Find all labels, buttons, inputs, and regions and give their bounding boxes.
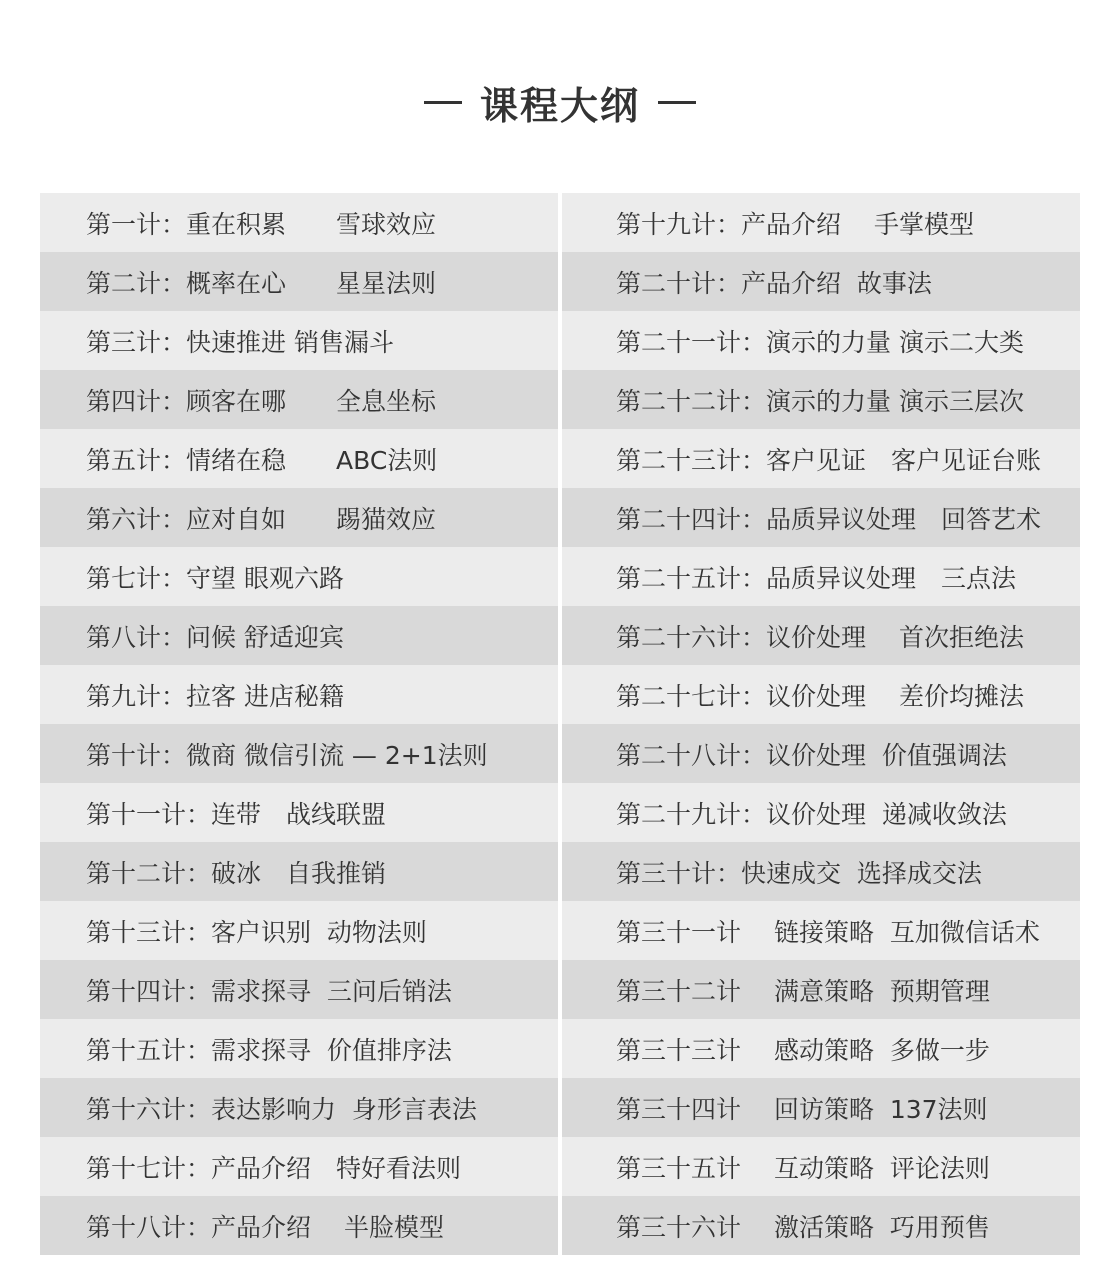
outline-item-text: 第三十三计 感动策略 多做一步 <box>616 1035 990 1065</box>
outline-item-text: 第二计：概率在心 星星法则 <box>86 268 437 298</box>
outline-row <box>562 547 1080 606</box>
outline-item-text: 第十五计：需求探寻 价值排序法 <box>86 1035 452 1065</box>
outline-item-text: 第十计：微商 微信引流 — 2+1法则 <box>86 740 488 770</box>
outline-item-text: 第十九计：产品介绍 手掌模型 <box>616 209 974 239</box>
outline-item-text: 第十一计：连带 战线联盟 <box>86 799 387 829</box>
outline-item-text: 第三十二计 满意策略 预期管理 <box>616 976 990 1006</box>
outline-row <box>40 606 558 665</box>
outline-item-text: 第二十四计：品质异议处理 回答艺术 <box>616 504 1042 534</box>
outline-row <box>40 429 558 488</box>
title-right-dash <box>658 101 696 104</box>
outline-item-text: 第三十六计 激活策略 巧用预售 <box>616 1212 990 1242</box>
outline-item-text: 第六计：应对自如 踢猫效应 <box>86 504 437 534</box>
page-title: 课程大纲 <box>479 83 640 128</box>
outline-row <box>40 252 558 311</box>
outline-item-text: 第九计：拉客 进店秘籍 <box>86 681 344 711</box>
outline-row <box>40 193 558 252</box>
page-header <box>0 72 1120 132</box>
outline-item-text: 第三十计：快速成交 选择成交法 <box>616 858 982 888</box>
outline-row <box>40 1196 558 1255</box>
outline-row <box>40 1137 558 1196</box>
outline-row <box>40 311 558 370</box>
outline-item-text: 第十三计：客户识别 动物法则 <box>86 917 427 947</box>
outline-row <box>562 783 1080 842</box>
outline-row <box>562 724 1080 783</box>
outline-row <box>40 488 558 547</box>
outline-item-text: 第二十一计：演示的力量 演示二大类 <box>616 327 1024 357</box>
outline-row <box>562 429 1080 488</box>
outline-row <box>562 665 1080 724</box>
outline-item-text: 第十四计：需求探寻 三问后销法 <box>86 976 452 1006</box>
outline-row <box>562 1078 1080 1137</box>
outline-row <box>40 1019 558 1078</box>
outline-item-text: 第四计：顾客在哪 全息坐标 <box>86 386 437 416</box>
outline-item-text: 第三十四计 回访策略 137法则 <box>616 1094 988 1124</box>
outline-item-text: 第十七计：产品介绍 特好看法则 <box>86 1153 462 1183</box>
outline-row <box>40 665 558 724</box>
outline-item-text: 第二十二计：演示的力量 演示三层次 <box>616 386 1024 416</box>
outline-row <box>562 901 1080 960</box>
outline-row <box>40 842 558 901</box>
outline-row <box>40 901 558 960</box>
outline-row <box>562 193 1080 252</box>
outline-item-text: 第十二计：破冰 自我推销 <box>86 858 387 888</box>
outline-row <box>562 1196 1080 1255</box>
outline-item-text: 第三计：快速推进 销售漏斗 <box>86 327 394 357</box>
outline-item-text: 第二十九计：议价处理 递减收敛法 <box>616 799 1007 829</box>
outline-row <box>562 311 1080 370</box>
outline-row <box>562 606 1080 665</box>
outline-row <box>562 1019 1080 1078</box>
outline-item-text: 第二十八计：议价处理 价值强调法 <box>616 740 1007 770</box>
outline-row <box>40 724 558 783</box>
outline-row <box>562 842 1080 901</box>
outline-item-text: 第五计：情绪在稳 ABC法则 <box>86 445 438 475</box>
outline-row <box>40 783 558 842</box>
outline-row <box>40 1078 558 1137</box>
outline-item-text: 第七计：守望 眼观六路 <box>86 563 344 593</box>
outline-item-text: 第二十六计：议价处理 首次拒绝法 <box>616 622 1024 652</box>
outline-row <box>562 252 1080 311</box>
title-left-dash <box>424 101 462 104</box>
outline-row <box>562 488 1080 547</box>
outline-row <box>40 370 558 429</box>
outline-row <box>562 960 1080 1019</box>
outline-item-text: 第二十三计：客户见证 客户见证台账 <box>616 445 1042 475</box>
outline-row <box>562 370 1080 429</box>
outline-item-text: 第二十七计：议价处理 差价均摊法 <box>616 681 1024 711</box>
outline-right-column <box>562 193 1080 1255</box>
outline-item-text: 第十六计：表达影响力 身形言表法 <box>86 1094 477 1124</box>
outline-item-text: 第三十一计 链接策略 互加微信话术 <box>616 917 1040 947</box>
outline-row <box>40 547 558 606</box>
outline-item-text: 第一计：重在积累 雪球效应 <box>86 209 437 239</box>
outline-row <box>562 1137 1080 1196</box>
outline-item-text: 第十八计：产品介绍 半脸模型 <box>86 1212 444 1242</box>
outline-item-text: 第二十五计：品质异议处理 三点法 <box>616 563 1017 593</box>
outline-left-column <box>40 193 558 1255</box>
outline-item-text: 第八计：问候 舒适迎宾 <box>86 622 344 652</box>
outline-item-text: 第二十计：产品介绍 故事法 <box>616 268 932 298</box>
outline-item-text: 第三十五计 互动策略 评论法则 <box>616 1153 990 1183</box>
course-outline-table <box>40 193 1080 1255</box>
outline-row <box>40 960 558 1019</box>
